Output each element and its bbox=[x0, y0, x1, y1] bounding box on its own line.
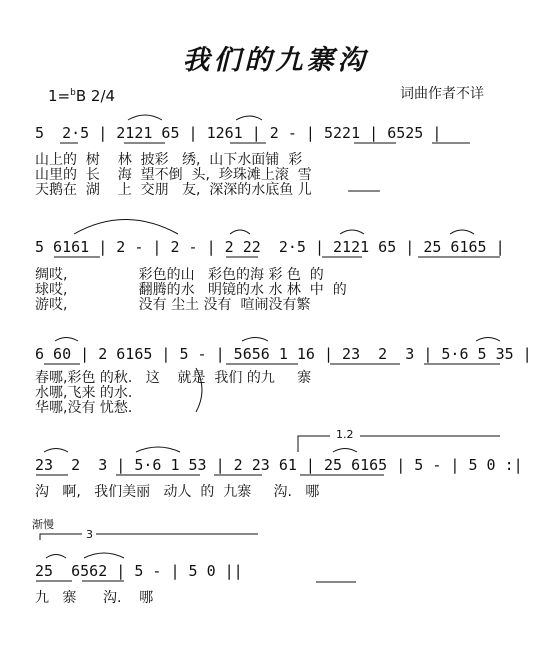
key-prefix: 1= bbox=[48, 87, 71, 105]
volta-bracket-left bbox=[298, 436, 330, 452]
notation-row-1: 5 2·5 | 2121 65 | 1261 | 2 - | 5221 | 6525 | bbox=[35, 124, 442, 142]
lyric-row-3-verse-3: 华哪,没有 忧愁. bbox=[35, 400, 133, 416]
slur-3 bbox=[74, 220, 178, 235]
lyric-row-3-verse-2: 水哪,飞来 的水. bbox=[35, 385, 133, 401]
lyric-row-3-verse-1: 春哪,彩色 的秋. 这 就是 我们 的九 寨 bbox=[35, 370, 312, 386]
slur-1 bbox=[128, 115, 162, 120]
triplet-bracket-left bbox=[40, 534, 82, 540]
time-signature: 2/4 bbox=[90, 87, 116, 105]
slur-12 bbox=[333, 449, 357, 453]
slur-5 bbox=[340, 230, 364, 234]
lyric-row-1-verse-2: 山里的 长 海 望不倒 头, 珍珠滩上滚 雪 bbox=[35, 167, 312, 183]
lyric-row-2-verse-3: 游哎, 没有 尘土 没有 喧闹没有繁 bbox=[35, 297, 311, 313]
lyric-row-4-verse-1: 沟 啊, 我们美丽 动人 的 九寨 沟. 哪 bbox=[35, 484, 320, 500]
slur-4 bbox=[230, 230, 250, 234]
notation-row-5: 25 6562 | 5 - | 5 0 || bbox=[35, 562, 243, 580]
slur-13 bbox=[46, 555, 66, 559]
triplet-mark: 3 bbox=[86, 528, 93, 541]
slur-7 bbox=[55, 338, 78, 342]
verse-bracket bbox=[196, 368, 202, 412]
credit-line: 词曲作者不详 bbox=[400, 86, 484, 102]
notation-row-4: 23 2 3 | 5·6 1 53 | 2 23 61 | 25 6165 | 5 - | 5 0 :| bbox=[35, 456, 523, 474]
lyric-row-1-verse-1: 山上的 树 林 披彩 绣, 山下水面铺 彩 bbox=[35, 152, 303, 168]
slur-11 bbox=[136, 447, 180, 452]
song-title: 我们的九寨沟 bbox=[182, 45, 369, 76]
lyric-row-2-verse-1: 绸哎, 彩色的山 彩色的海 彩 色 的 bbox=[35, 267, 324, 283]
slur-14 bbox=[84, 553, 124, 558]
lyric-row-1-verse-3: 天鹅在 湖 上 交朋 友, 深深的水底鱼 儿 bbox=[35, 182, 312, 198]
lyric-row-5-verse-1: 九 寨 沟. 哪 bbox=[35, 590, 154, 606]
slur-9 bbox=[476, 338, 500, 342]
volta-label: 1.2 bbox=[336, 428, 354, 441]
slur-10 bbox=[44, 449, 68, 453]
tempo-mark: 渐慢 bbox=[32, 518, 54, 531]
slur-2 bbox=[236, 116, 262, 120]
notation-row-3: 6 60 | 2 6165 | 5 - | 5656 1 16 | 23 2 3 | 5·6 5 35 | bbox=[35, 345, 532, 363]
key-flat: b bbox=[70, 88, 76, 98]
slur-6 bbox=[450, 230, 474, 234]
key-note: B bbox=[75, 87, 87, 105]
notation-row-2: 5 6161 | 2 - | 2 - | 2 22 2·5 | 2121 65 | 25 6165 | bbox=[35, 238, 505, 256]
lyric-row-2-verse-2: 球哎, 翻腾的水 明镜的水 水 林 中 的 bbox=[35, 282, 347, 298]
slur-8 bbox=[242, 338, 268, 342]
